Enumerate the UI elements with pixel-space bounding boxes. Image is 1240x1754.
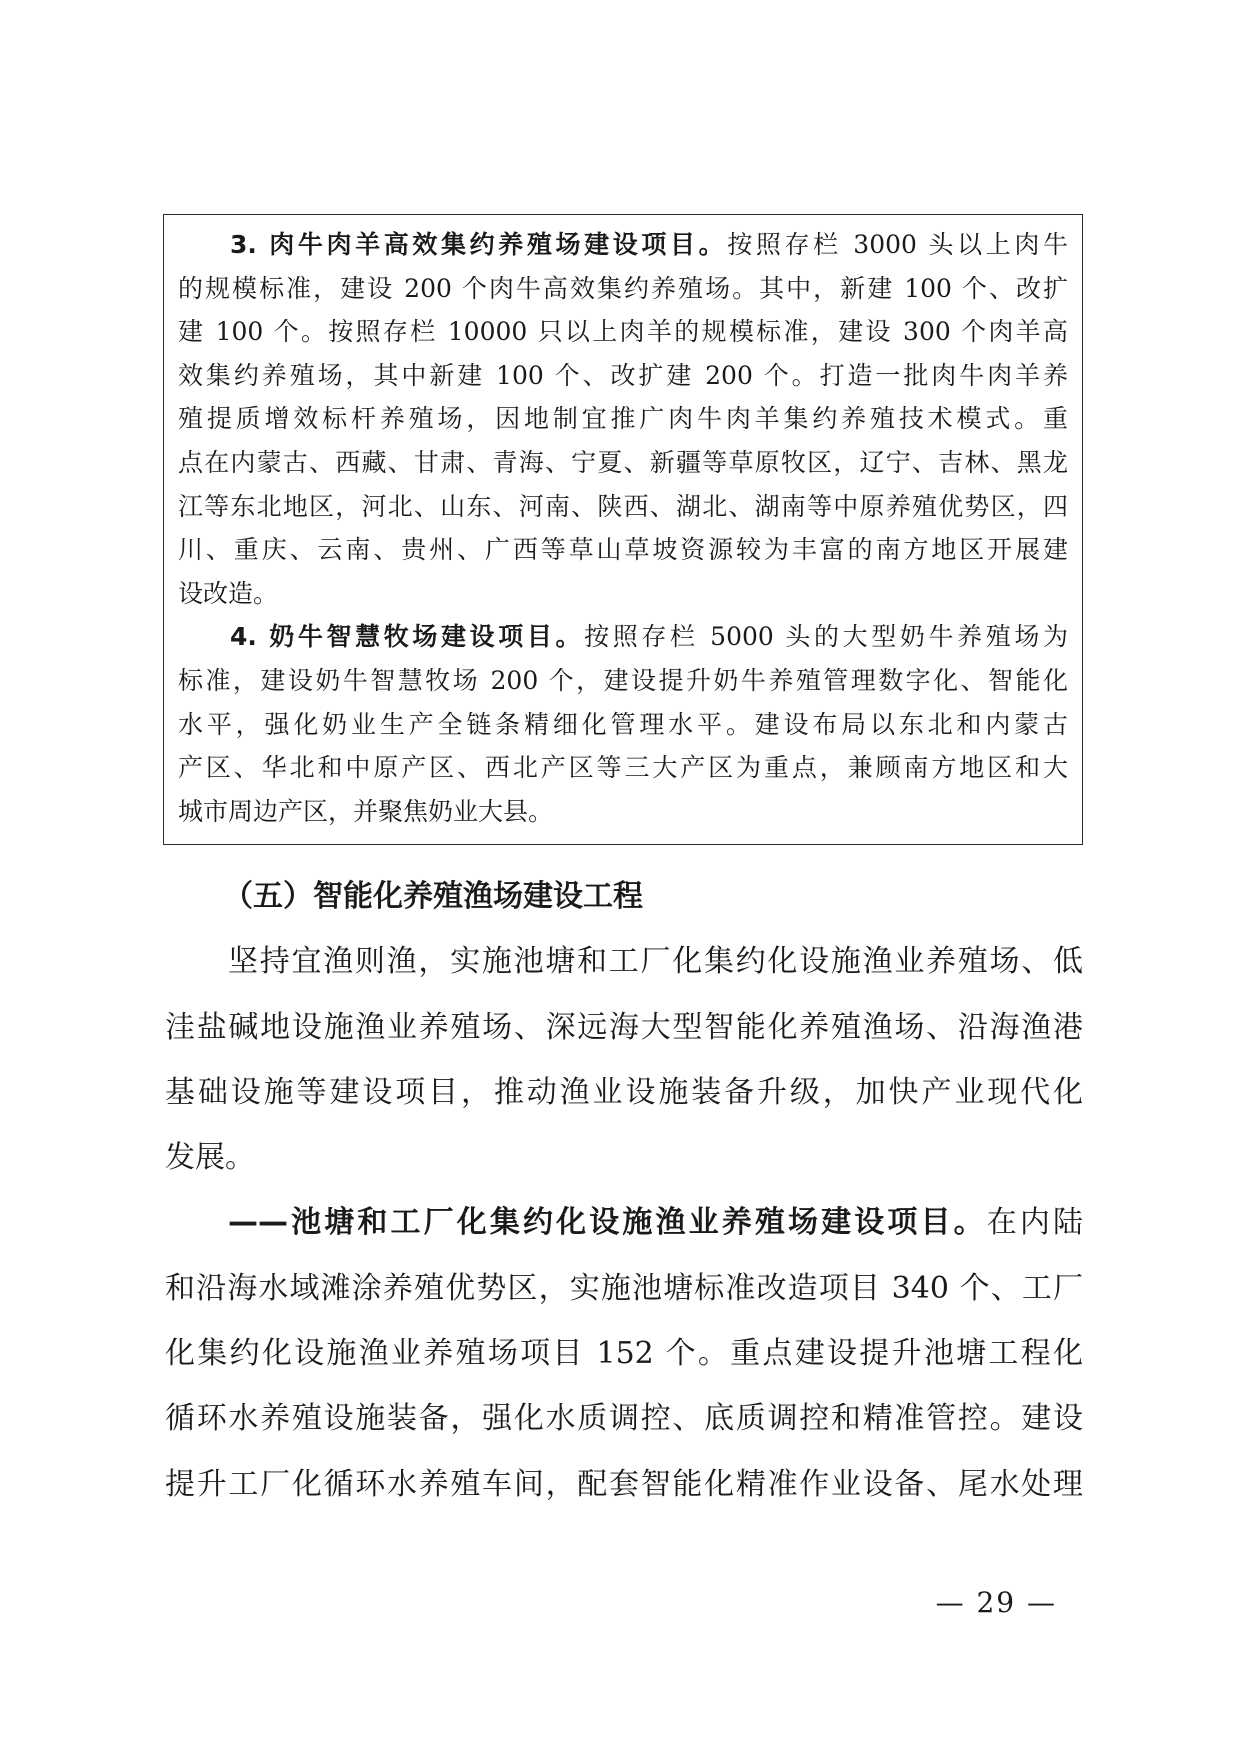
text-line: 效集约养殖场，其中新建 100 个、改扩建 200 个。打造一批肉牛肉羊养 xyxy=(178,360,1068,390)
text-line: 产区、华北和中原产区、西北产区等三大产区为重点，兼顾南方地区和大 xyxy=(178,753,1068,783)
project-heading: 3. 肉牛肉羊高效集约养殖场建设项目。 xyxy=(230,230,728,259)
project-paragraph xyxy=(165,1190,1083,1516)
project-heading: ——池塘和工厂化集约化设施渔业养殖场建设项目。 xyxy=(228,1205,987,1241)
text-line: 的规模标准，建设 200 个肉牛高效集约养殖场。其中，新建 100 个、改扩 xyxy=(178,273,1068,303)
main-body xyxy=(165,864,1083,1517)
text-line: 基础设施等建设项目，推动渔业设施装备升级，加快产业现代化 xyxy=(165,1074,1083,1110)
intro-paragraph xyxy=(165,929,1083,1190)
text-line xyxy=(178,615,1068,659)
text-line: 江等东北地区，河北、山东、河南、陕西、湖北、湖南等中原养殖优势区，四 xyxy=(178,491,1068,521)
text-line: 标准，建设奶牛智慧牧场 200 个，建设提升奶牛养殖管理数字化、智能化 xyxy=(178,665,1068,695)
page-number: — 29 — xyxy=(935,1586,1057,1619)
text-line: 水平，强化奶业生产全链条精细化管理水平。建设布局以东北和内蒙古 xyxy=(178,709,1068,739)
text-line: 洼盐碱地设施渔业养殖场、深远海大型智能化养殖渔场、沿海渔港 xyxy=(165,1009,1083,1045)
text-line: 殖提质增效标杆养殖场，因地制宜推广肉牛肉羊集约养殖技术模式。重 xyxy=(178,404,1068,434)
project-item-dairy xyxy=(178,615,1068,833)
text-line: 设改造。 xyxy=(178,578,279,608)
text-line xyxy=(165,1190,1083,1255)
text-line: 循环水养殖设施装备，强化水质调控、底质调控和精准管控。建设 xyxy=(165,1401,1083,1437)
text-line: 点在内蒙古、西藏、甘肃、青海、宁夏、新疆等草原牧区，辽宁、吉林、黑龙 xyxy=(178,447,1068,477)
text-line: 和沿海水域滩涂养殖优势区，实施池塘标准改造项目 340 个、工厂 xyxy=(165,1270,1083,1306)
text-line: 坚持宜渔则渔，实施池塘和工厂化集约化设施渔业养殖场、低 xyxy=(228,944,1083,980)
text-line: 建 100 个。按照存栏 10000 只以上肉羊的规模标准，建设 300 个肉羊高 xyxy=(178,317,1068,347)
text-line: 提升工厂化循环水养殖车间，配套智能化精准作业设备、尾水处理 xyxy=(165,1466,1083,1502)
text-segment: 在内陆 xyxy=(986,1205,1083,1241)
project-item-beef-mutton xyxy=(178,223,1068,615)
text-line: 发展。 xyxy=(165,1140,255,1176)
text-line xyxy=(178,223,1068,267)
text-line: 化集约化设施渔业养殖场项目 152 个。重点建设提升池塘工程化 xyxy=(165,1336,1083,1372)
text-line: 城市周边产区，并聚焦奶业大县。 xyxy=(178,796,554,826)
boxed-project-list xyxy=(163,214,1083,845)
text-segment: 按照存栏 3000 头以上肉牛 xyxy=(727,230,1068,259)
section-title: （五）智能化养殖渔场建设工程 xyxy=(223,879,643,914)
text-line: 川、重庆、云南、贵州、广西等草山草坡资源较为丰富的南方地区开展建 xyxy=(178,535,1068,565)
project-heading: 4. 奶牛智慧牧场建设项目。 xyxy=(230,622,585,652)
text-segment: 按照存栏 5000 头的大型奶牛养殖场为 xyxy=(584,622,1068,652)
